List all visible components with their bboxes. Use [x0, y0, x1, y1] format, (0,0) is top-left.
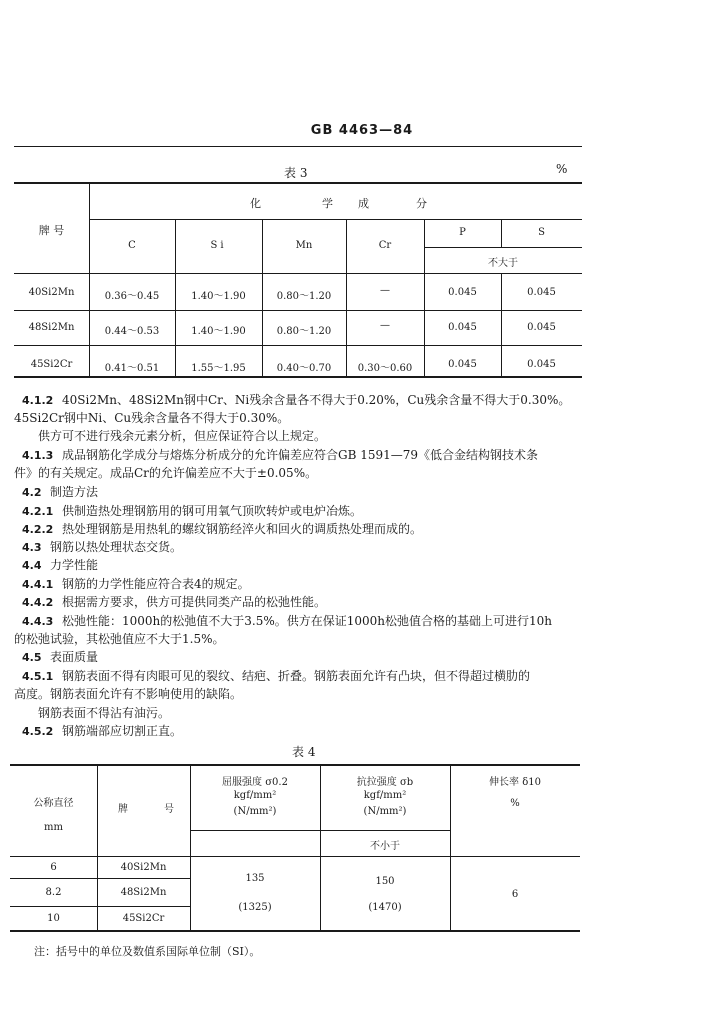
clause-4-4-3 [22, 612, 552, 631]
table3-chem-header-2: 学 [322, 197, 333, 210]
table3-chem-header-4: 分 [416, 197, 427, 210]
table3-chem-header-1: 化 [250, 197, 261, 210]
table3-row1-mn: 0.80～1.20 [276, 291, 332, 302]
table3-row3-si: 1.55～1.95 [191, 363, 246, 374]
table3-row2-s: 0.045 [527, 322, 556, 333]
section-number: 4.5 [22, 651, 42, 664]
table3-row1-c: 0.36～0.45 [104, 291, 160, 302]
table3-grade-header: 牌 号 [38, 224, 65, 237]
clause-number: 4.4.3 [22, 615, 54, 628]
table3-row2-si: 1.40～1.90 [191, 326, 246, 337]
table4-row1-grade: 40Si2Mn [120, 862, 167, 873]
clause-4-4-2 [22, 593, 326, 612]
table4-footnote: 注：括号中的单位及数值系国际单位制（SI）。 [34, 945, 261, 958]
table3-row2-mn: 0.80～1.20 [276, 326, 332, 337]
table4-col-elongation: 伸长率 δ10 [489, 777, 541, 788]
clause-text: 成品钢筋化学成分与熔炼分析成分的允许偏差应符合GB 1591—79《低合金结构钢技术条 [62, 448, 539, 462]
section-title: 力学性能 [50, 558, 99, 572]
clause-text: 钢筋的力学性能应符合表4的规定。 [62, 577, 250, 591]
table4-col-tensile-si-unit: (N/mm²) [363, 806, 407, 817]
clause-4-4-1 [22, 575, 250, 594]
table3-row1-si: 1.40～1.90 [191, 291, 246, 302]
clause-number: 4.2.1 [22, 505, 54, 518]
clause-4-5-1 [22, 667, 530, 686]
clause-number: 4.5.2 [22, 725, 54, 738]
table3-col-s: S [538, 227, 545, 238]
table3-row2-cr: — [380, 320, 390, 331]
section-text: 钢筋以热处理状态交货。 [50, 540, 183, 554]
table3-row3-cr: 0.30～0.60 [357, 363, 413, 374]
clause-4-2-2 [22, 520, 422, 539]
table4-col-tensile: 抗拉强度 σb [356, 777, 414, 788]
table4-tensile-value: 150 [375, 876, 395, 887]
table4-col-diameter-unit: mm [44, 822, 63, 833]
table3-row1-p: 0.045 [448, 287, 477, 298]
table3-row1-grade: 40Si2Mn [28, 287, 75, 298]
table3-col-c: C [128, 240, 136, 251]
standard-number: GB 4463—84 [310, 123, 414, 138]
clause-4-1-2-note: 供方可不进行残余元素分析，但应保证符合以上规定。 [38, 429, 327, 443]
clause-text: 热处理钢筋是用热轧的螺纹钢筋经淬火和回火的调质热处理而成的。 [62, 522, 423, 536]
table4-row3-diameter: 10 [47, 913, 60, 924]
clause-4-1-2 [22, 391, 570, 410]
clause-4-5-1-note: 钢筋表面不得沾有油污。 [38, 706, 171, 720]
table3-row3-p: 0.045 [448, 359, 477, 370]
section-title: 制造方法 [50, 485, 99, 499]
clause-number: 4.5.1 [22, 670, 54, 683]
table3-row3-s: 0.045 [527, 359, 556, 370]
section-title: 表面质量 [50, 650, 99, 664]
table3-row2-grade: 48Si2Mn [28, 322, 75, 333]
clause-4-4-3-cont: 的松弛试验，其松弛值应不大于1.5%。 [14, 632, 225, 646]
clause-4-5-2 [22, 722, 182, 741]
table3-row1-cr: — [380, 285, 390, 296]
table4-col-elongation-unit: % [510, 798, 520, 809]
section-4-4 [22, 556, 98, 575]
table3-row2-p: 0.045 [448, 322, 477, 333]
table4-tensile-si-value: (1470) [368, 902, 402, 913]
table3-unit: % [556, 162, 568, 176]
table4-col-yield-si-unit: (N/mm²) [233, 806, 277, 817]
table3-ps-subheader: 不大于 [488, 258, 518, 269]
table3-row2-c: 0.44～0.53 [104, 326, 160, 337]
clause-text: 钢筋表面不得有肉眼可见的裂纹、结疤、折叠。钢筋表面允许有凸块，但不得超过横肋的 [62, 669, 531, 683]
section-4-3 [22, 538, 182, 557]
clause-4-2-1 [22, 502, 362, 521]
table3-row3-mn: 0.40～0.70 [276, 363, 332, 374]
clause-number: 4.1.3 [22, 449, 54, 462]
table4-yield-value: 135 [245, 873, 265, 884]
table4-elongation-value: 6 [511, 889, 519, 900]
table3-caption: 表 3 [284, 166, 308, 180]
clause-text: 根据需方要求，供方可提供同类产品的松弛性能。 [62, 595, 327, 609]
table4-row2-diameter: 8.2 [45, 887, 62, 898]
clause-text: 40Si2Mn、48Si2Mn钢中Cr、Ni残余含量各不得大于0.20%，Cu残余含量不得大于0.30%。 [62, 393, 571, 407]
header-rule [14, 146, 582, 147]
table3-row1-s: 0.045 [527, 287, 556, 298]
clause-4-5-1-cont: 高度。钢筋表面允许有不影响使用的缺陷。 [14, 687, 243, 701]
table4-row3-grade: 45Si2Cr [122, 913, 165, 924]
clause-text: 供制造热处理钢筋用的钢可用氧气顶吹转炉或电炉冶炼。 [62, 504, 363, 518]
section-number: 4.2 [22, 486, 42, 499]
clause-number: 4.1.2 [22, 394, 54, 407]
clause-number: 4.4.1 [22, 578, 54, 591]
section-number: 4.4 [22, 559, 42, 572]
section-4-2 [22, 483, 98, 502]
clause-text: 松弛性能：1000h的松弛值不大于3.5%。供方在保证1000h松弛值合格的基础上可进行10h [62, 614, 553, 628]
section-4-5 [22, 648, 98, 667]
table4-col-grade-2: 号 [164, 804, 174, 815]
clause-number: 4.4.2 [22, 596, 54, 609]
table4-col-yield: 屈服强度 σ0.2 [222, 777, 288, 788]
table3-row3-c: 0.41～0.51 [104, 363, 160, 374]
clause-4-1-2-cont: 45Si2Cr钢中Ni、Cu残余含量各不得大于0.30%。 [14, 411, 290, 425]
table4-col-tensile-unit: kgf/mm² [363, 790, 407, 801]
table3-col-cr: Cr [378, 240, 392, 251]
table3-col-si: Si [210, 240, 227, 251]
clause-text: 钢筋端部应切割正直。 [62, 724, 183, 738]
table4-row2-grade: 48Si2Mn [120, 887, 167, 898]
clause-4-1-3-cont: 件》的有关规定。成品Cr的允许偏差应不大于±0.05%。 [14, 466, 318, 480]
table4-col-grade-1: 牌 [118, 804, 128, 815]
section-number: 4.3 [22, 541, 42, 554]
table3-col-mn: Mn [295, 240, 313, 251]
table3-col-p: P [459, 227, 466, 238]
table4-caption: 表 4 [292, 745, 316, 759]
table4-col-diameter: 公称直径 [33, 798, 74, 809]
table3-row3-grade: 45Si2Cr [30, 359, 73, 370]
table3-chem-header-3: 成 [358, 197, 369, 210]
table4-yield-si-value: (1325) [238, 902, 272, 913]
table4-col-yield-unit: kgf/mm² [233, 790, 277, 801]
clause-number: 4.2.2 [22, 523, 54, 536]
table4-subheader: 不小于 [370, 841, 400, 852]
table4-row1-diameter: 6 [50, 862, 57, 873]
clause-4-1-3 [22, 446, 538, 465]
